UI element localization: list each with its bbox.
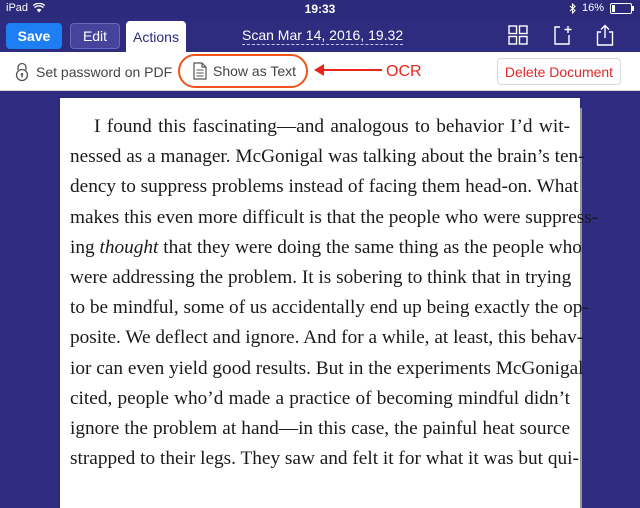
text-line: strapped to their legs. They saw and felt it for what it was but qui-	[70, 448, 579, 470]
add-page-icon[interactable]	[552, 24, 574, 46]
emphasized-word: thought	[99, 236, 159, 258]
actions-bar	[0, 52, 640, 91]
ocr-annotation-label: OCR	[386, 63, 422, 80]
text-line: ior can even yield good results. But in the experiments McGonigal	[70, 357, 584, 379]
edit-tab[interactable]: Edit	[70, 23, 120, 49]
text-line: makes this even more difficult is that the people who were suppress-	[70, 206, 599, 228]
status-time: 19:33	[304, 2, 336, 16]
actions-tab[interactable]: Actions	[126, 21, 186, 52]
lock-icon	[14, 62, 30, 82]
bluetooth-icon	[569, 3, 576, 14]
text-line: nessed as a manager. McGonigal was talking about the brain’s ten-	[70, 146, 585, 168]
save-button[interactable]: Save	[6, 23, 62, 49]
annotation-highlight-circle	[178, 54, 308, 88]
show-as-text-label: Show as Text	[213, 63, 297, 79]
set-password-action[interactable]	[14, 62, 172, 82]
text-line: cited, people who’d made a practice of becoming mindful didn’t	[70, 387, 570, 409]
text-line: dency to suppress problems instead of facing them head-on. What	[70, 176, 579, 198]
set-password-label: Set password on PDF	[36, 64, 173, 80]
status-right	[569, 2, 632, 14]
device-label: iPad	[6, 2, 29, 14]
text-segment: ing	[70, 236, 100, 258]
text-line	[70, 233, 582, 263]
grid-icon[interactable]	[507, 24, 529, 46]
annotation-arrow	[312, 60, 384, 80]
text-segment: that they were doing the same thing as the people who	[158, 236, 582, 258]
text-line: posite. We deflect and ignore. And for a while, at least, this behav-	[70, 327, 584, 349]
share-icon[interactable]	[594, 24, 616, 46]
scanned-page	[60, 98, 599, 508]
battery-fill	[612, 5, 615, 12]
page-text-block	[70, 112, 599, 474]
text-line: ignore the problem at hand—in this case, the painful heat source	[70, 418, 570, 440]
text-line: were addressing the problem. It is sobering to think that in trying	[70, 267, 572, 289]
status-bar	[0, 0, 640, 18]
delete-document-button[interactable]: Delete Document	[497, 58, 621, 85]
text-line: to be mindful, some of us accidentally end up being exactly the op-	[70, 297, 589, 319]
text-line: I found this fascinating—and analogous to behavior I’d wit-	[94, 116, 570, 137]
document-title[interactable]: Scan Mar 14, 2016, 19.32	[242, 27, 404, 43]
battery-percent: 16%	[581, 2, 604, 14]
top-toolbar	[0, 18, 640, 52]
battery-icon	[610, 3, 632, 14]
